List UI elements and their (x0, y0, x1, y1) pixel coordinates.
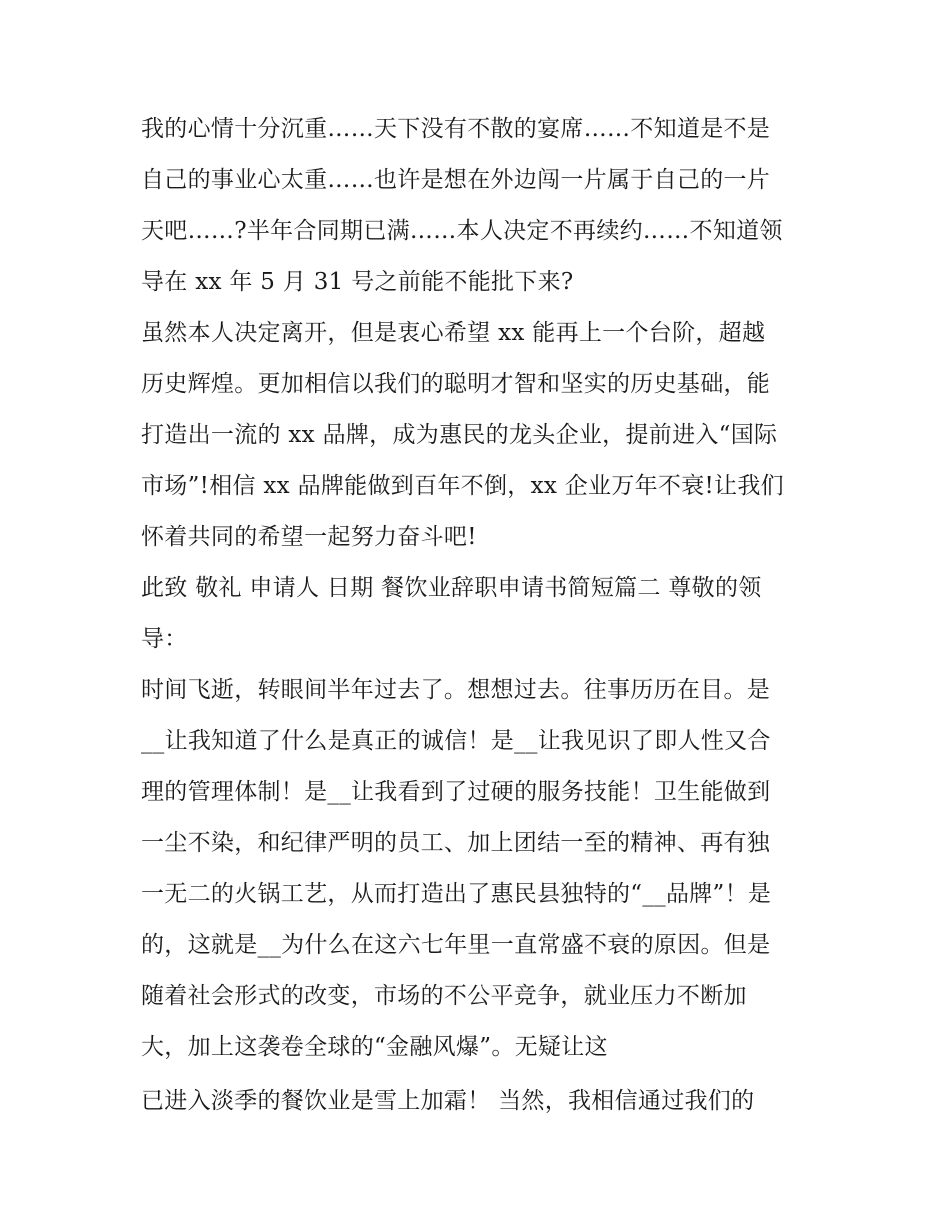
text-line: 怀着共同的希望一起努力奋斗吧! (141, 524, 477, 550)
text-line: 虽然本人决定离开，但是衷心希望 xx 能再上一个台阶，超越 (141, 320, 766, 346)
text-line: 随着社会形式的改变，市场的不公平竞争，就业压力不断加 (141, 983, 747, 1009)
text-line: 我的心情十分沉重……天下没有不散的宴席……不知道是不是 (141, 116, 771, 142)
text-line: 历史辉煌。更加相信以我们的聪明才智和坚实的历史基础，能 (141, 371, 771, 397)
text-line: 天吧……?半年合同期已满……本人决定不再续约……不知道领 (141, 218, 783, 244)
text-line: 自己的事业心太重……也许是想在外边闯一片属于自己的一片 (141, 167, 771, 193)
text-line: 导： (141, 626, 188, 652)
text-line: 理的管理体制！是__让我看到了过硬的服务技能！卫生能做到 (141, 779, 771, 805)
text-line: 打造出一流的 xx 品牌，成为惠民的龙头企业，提前进入“国际 (141, 422, 778, 448)
document-body (141, 104, 821, 1127)
text-line: 的，这就是__为什么在这六七年里一直常盛不衰的原因。但是 (141, 932, 771, 958)
text-line: 大，加上这袭卷全球的“金融风爆”。无疑让这 (141, 1034, 608, 1060)
text-line: 时间飞逝，转眼间半年过去了。想想过去。往事历历在目。是 (141, 677, 771, 703)
text-line: 市场”!相信 xx 品牌能做到百年不倒，xx 企业万年不衰!让我们 (141, 473, 784, 499)
text-line: 一尘不染，和纪律严明的员工、加上团结一至的精神、再有独 (141, 830, 771, 856)
text-line: 已进入淡季的餐饮业是雪上加霜！ 当然，我相信通过我们的 (141, 1088, 755, 1114)
text-line: 一无二的火锅工艺，从而打造出了惠民县独特的“__品牌”！是 (141, 881, 772, 907)
text-line: 此致 敬礼 申请人 日期 餐饮业辞职申请书简短篇二 尊敬的领 (141, 575, 762, 601)
text-line: 导在 xx 年 5 月 31 号之前能不能批下来? (141, 269, 574, 295)
text-line: __让我知道了什么是真正的诚信！是__让我见识了即人性又合 (141, 728, 771, 754)
